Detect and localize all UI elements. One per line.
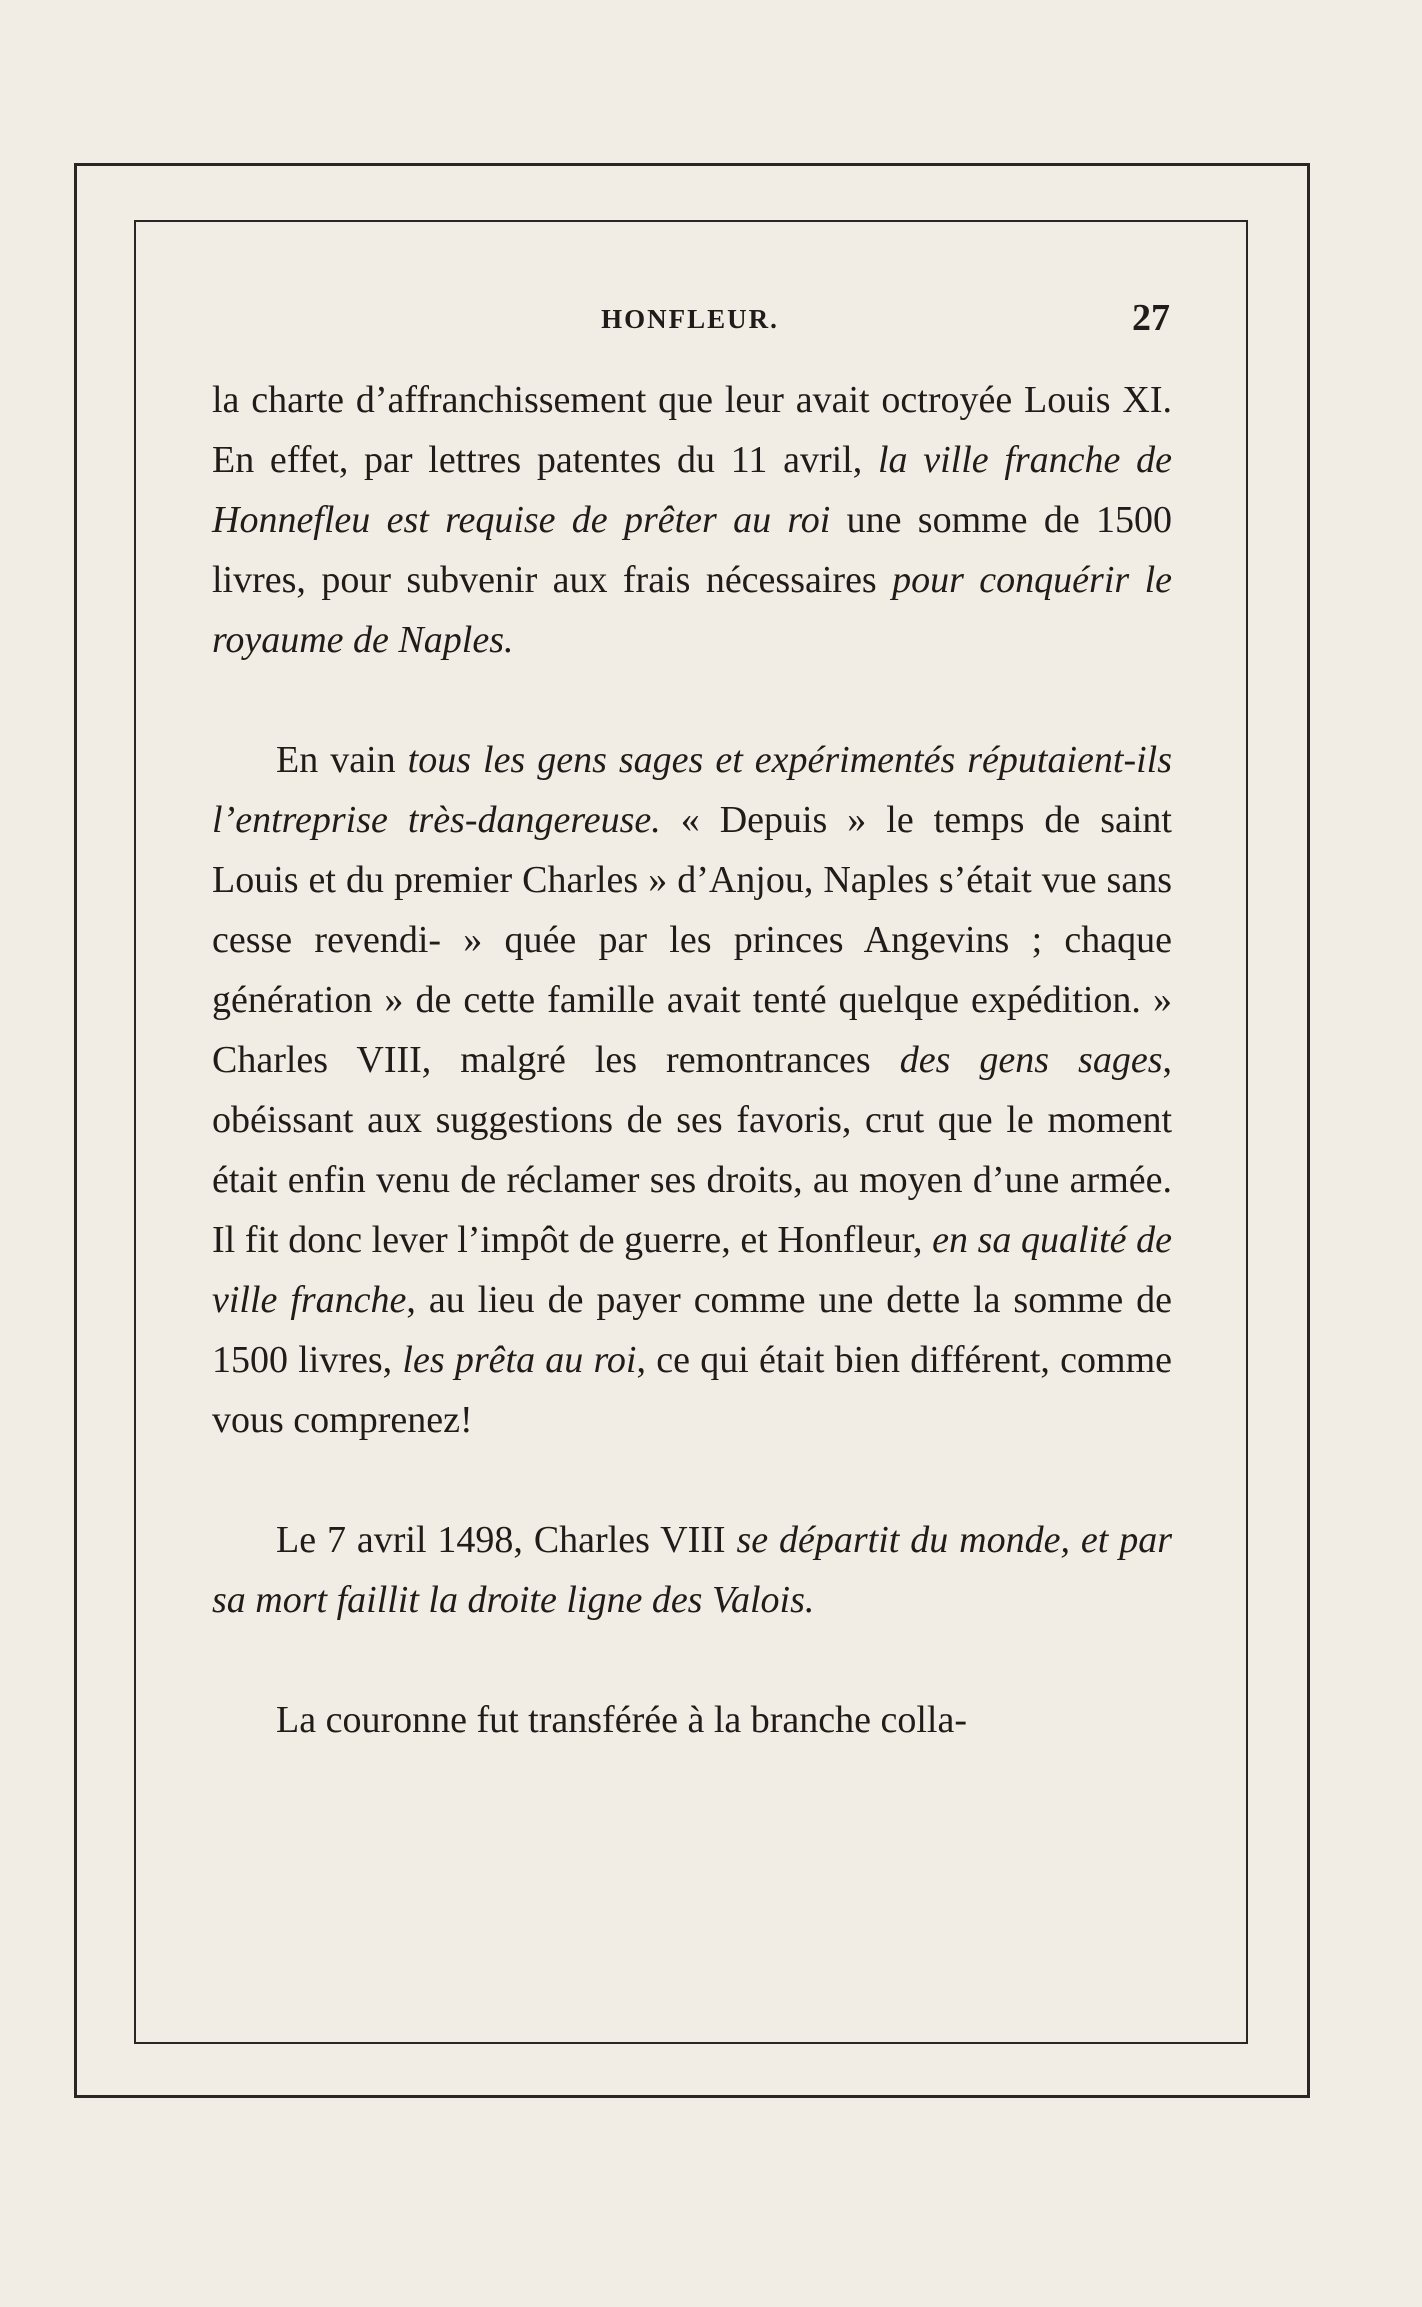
italic-span: en sa qualité de ville franche <box>212 1219 1173 1321</box>
italic-span: les prêta au roi <box>402 1339 637 1381</box>
text-span: Le 7 avril 1498, Charles VIII <box>276 1519 737 1561</box>
italic-span: la ville franche de Honnefleu est requise de prêter au roi <box>212 439 1172 541</box>
text-span: une somme de 1500 livres, pour subvenir aux frais nécessaires <box>212 499 1172 601</box>
text-span: En vain <box>276 739 408 781</box>
italic-span: des gens sages <box>899 1039 1163 1081</box>
paragraph-4 <box>212 1690 1172 1750</box>
paragraph-1 <box>212 370 1172 670</box>
text-span: « Depuis » le temps de saint Louis et du premier Charles » d’Anjou, Naples s’était vue sans cesse revendi- » quée par les princes Angevins ; chaque génération » de cette famille avait tenté quelque expédition. » Charles VIII, malgré les remontrances <box>212 799 1172 1081</box>
text-span: , au lieu de payer comme une dette la somme de 1500 livres, <box>212 1279 1172 1381</box>
italic-span: se départit du monde, et par sa mort faillit la droite ligne des Valois. <box>212 1519 1172 1621</box>
text-span: , obéissant aux suggestions de ses favoris, crut que le moment était enfin venu de réclamer ses droits, au moyen d’une armée. Il fit donc lever l’impôt de guerre, et Honfleur, <box>212 1039 1172 1261</box>
text-span: , ce qui était bien différent, comme vous comprenez! <box>212 1339 1172 1441</box>
text-span: la charte d’affranchissement que leur avait octroyée Louis XI. En effet, par lettres patentes du 11 avril, <box>212 379 1172 481</box>
text-span: La couronne fut transférée à la branche colla- <box>276 1699 967 1741</box>
body-text <box>212 370 1172 1750</box>
italic-span: tous les gens sages et expérimentés réputaient-ils l’entreprise très-dangereuse. <box>212 739 1172 841</box>
paragraph-2 <box>212 730 1172 1450</box>
italic-span: pour conquérir le royaume de Naples. <box>212 559 1172 661</box>
page-number: 27 <box>1132 297 1170 339</box>
page-header <box>210 297 1170 350</box>
running-head: HONFLEUR. <box>601 304 779 334</box>
paragraph-3 <box>212 1510 1172 1630</box>
